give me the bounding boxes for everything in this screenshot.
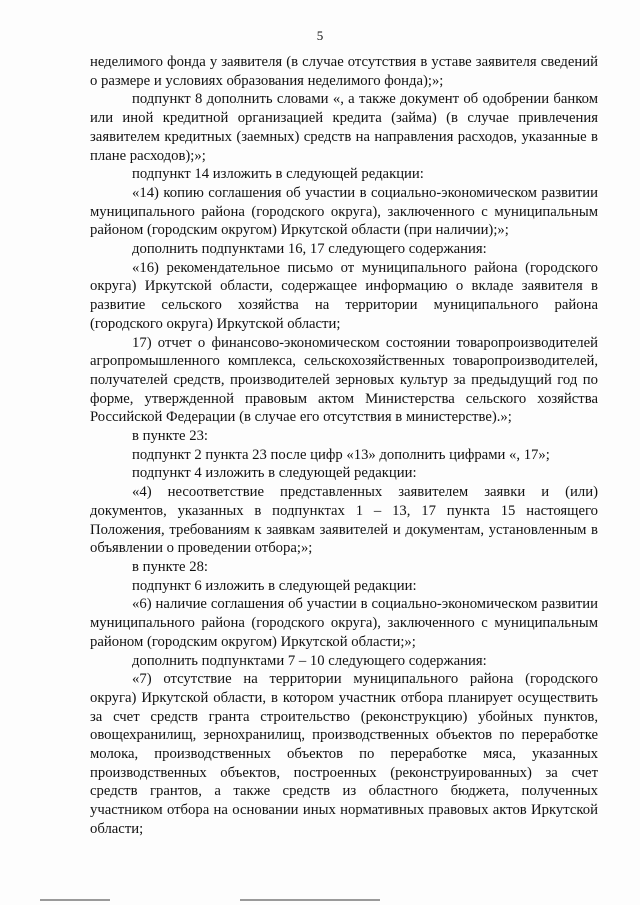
paragraph-subpoint-14-intro: подпункт 14 изложить в следующей редакции: — [132, 166, 424, 183]
paragraph-subpoint-17-text: 17) отчет о финансово-экономическом состоянии товаропроизводителей агропромышленного комплекса, сельскохозяйственных товаропроизводителей, получателей средств, производителей зерновых культур за предыдущий год по форме, утвержденной правовым актом Министерства сельского хозяйства Российской Федерации (в случае его отсутствия в министерстве).»; — [90, 334, 598, 426]
paragraph-subpoint-16-text: «16) рекомендательное письмо от муниципального района (городского округа) Иркутской области, содержащее информацию о вкладе заявителя в развитие сельского хозяйства на территории муниципального района (городского округа) Иркутской области; — [90, 259, 598, 332]
scan-artifact-center — [240, 899, 380, 901]
paragraph-point-23-subpoint-2: подпункт 2 пункта 23 после цифр «13» дополнить цифрами «, 17»; — [132, 446, 550, 463]
page-number: 5 — [316, 28, 324, 43]
paragraph-point-23: в пункте 23: — [132, 428, 208, 445]
paragraph-continuation-fund: неделимого фонда у заявителя (в случае отсутствия в уставе заявителя сведений о размере и условиях образования неделимого фонда);»; — [90, 54, 598, 89]
paragraph-point-28-subpoint-6-text: «6) наличие соглашения об участии в социально-экономическом развитии муниципального района (городского округа), заключенного с муниципальным районом (городским округом) Иркутской области;»; — [90, 596, 598, 650]
document-body — [90, 53, 598, 839]
paragraph-subpoint-8: подпункт 8 дополнить словами «, а также документ об одобрении банком или иной кредитной организацией кредита (займа) (в случае привлечения заявителем кредитных (заемных) средств на направления расходов, указанные в плане расходов);»; — [90, 91, 598, 164]
scan-artifact-left — [40, 899, 110, 901]
paragraph-subpoint-14-text: «14) копию соглашения об участии в социально-экономическом развитии муниципального района (городского округа), заключенного с муниципальным районом (городским округом) Иркутской области (при наличии);»; — [90, 184, 598, 239]
paragraph-point-23-subpoint-4-intro: подпункт 4 изложить в следующей редакции: — [132, 465, 417, 482]
paragraph-subpoint-7-text: «7) отсутствие на территории муниципального района (городского округа) Иркутской области, в котором участник отбора планирует осуществить за счет средств гранта строительство (реконструкцию) убойных пунктов, овощехранилищ, зернохранилищ, производственных объектов по переработке молока, производственных объектов по переработке мяса, указанных производственных объектов, построенных (реконструированных) за счет средств грантов, а также средств из областного бюджета, полученных участником отбора на основании иных нормативных правовых актов Иркутской области; — [90, 671, 598, 837]
paragraph-point-23-subpoint-4-text: «4) несоответствие представленных заявителем заявки и (или) документов, указанных в подпунктах 1 – 13, 17 пункта 15 настоящего Положения, требованиям к заявкам заявителей и документам, установленным в объявлении о проведении отбора;»; — [90, 484, 598, 557]
paragraph-add-7-10-intro: дополнить подпунктами 7 – 10 следующего содержания: — [132, 652, 487, 669]
paragraph-point-28-subpoint-6-intro: подпункт 6 изложить в следующей редакции: — [132, 577, 417, 594]
paragraph-point-28: в пункте 28: — [132, 558, 208, 575]
paragraph-add-16-17-intro: дополнить подпунктами 16, 17 следующего содержания: — [132, 241, 487, 258]
